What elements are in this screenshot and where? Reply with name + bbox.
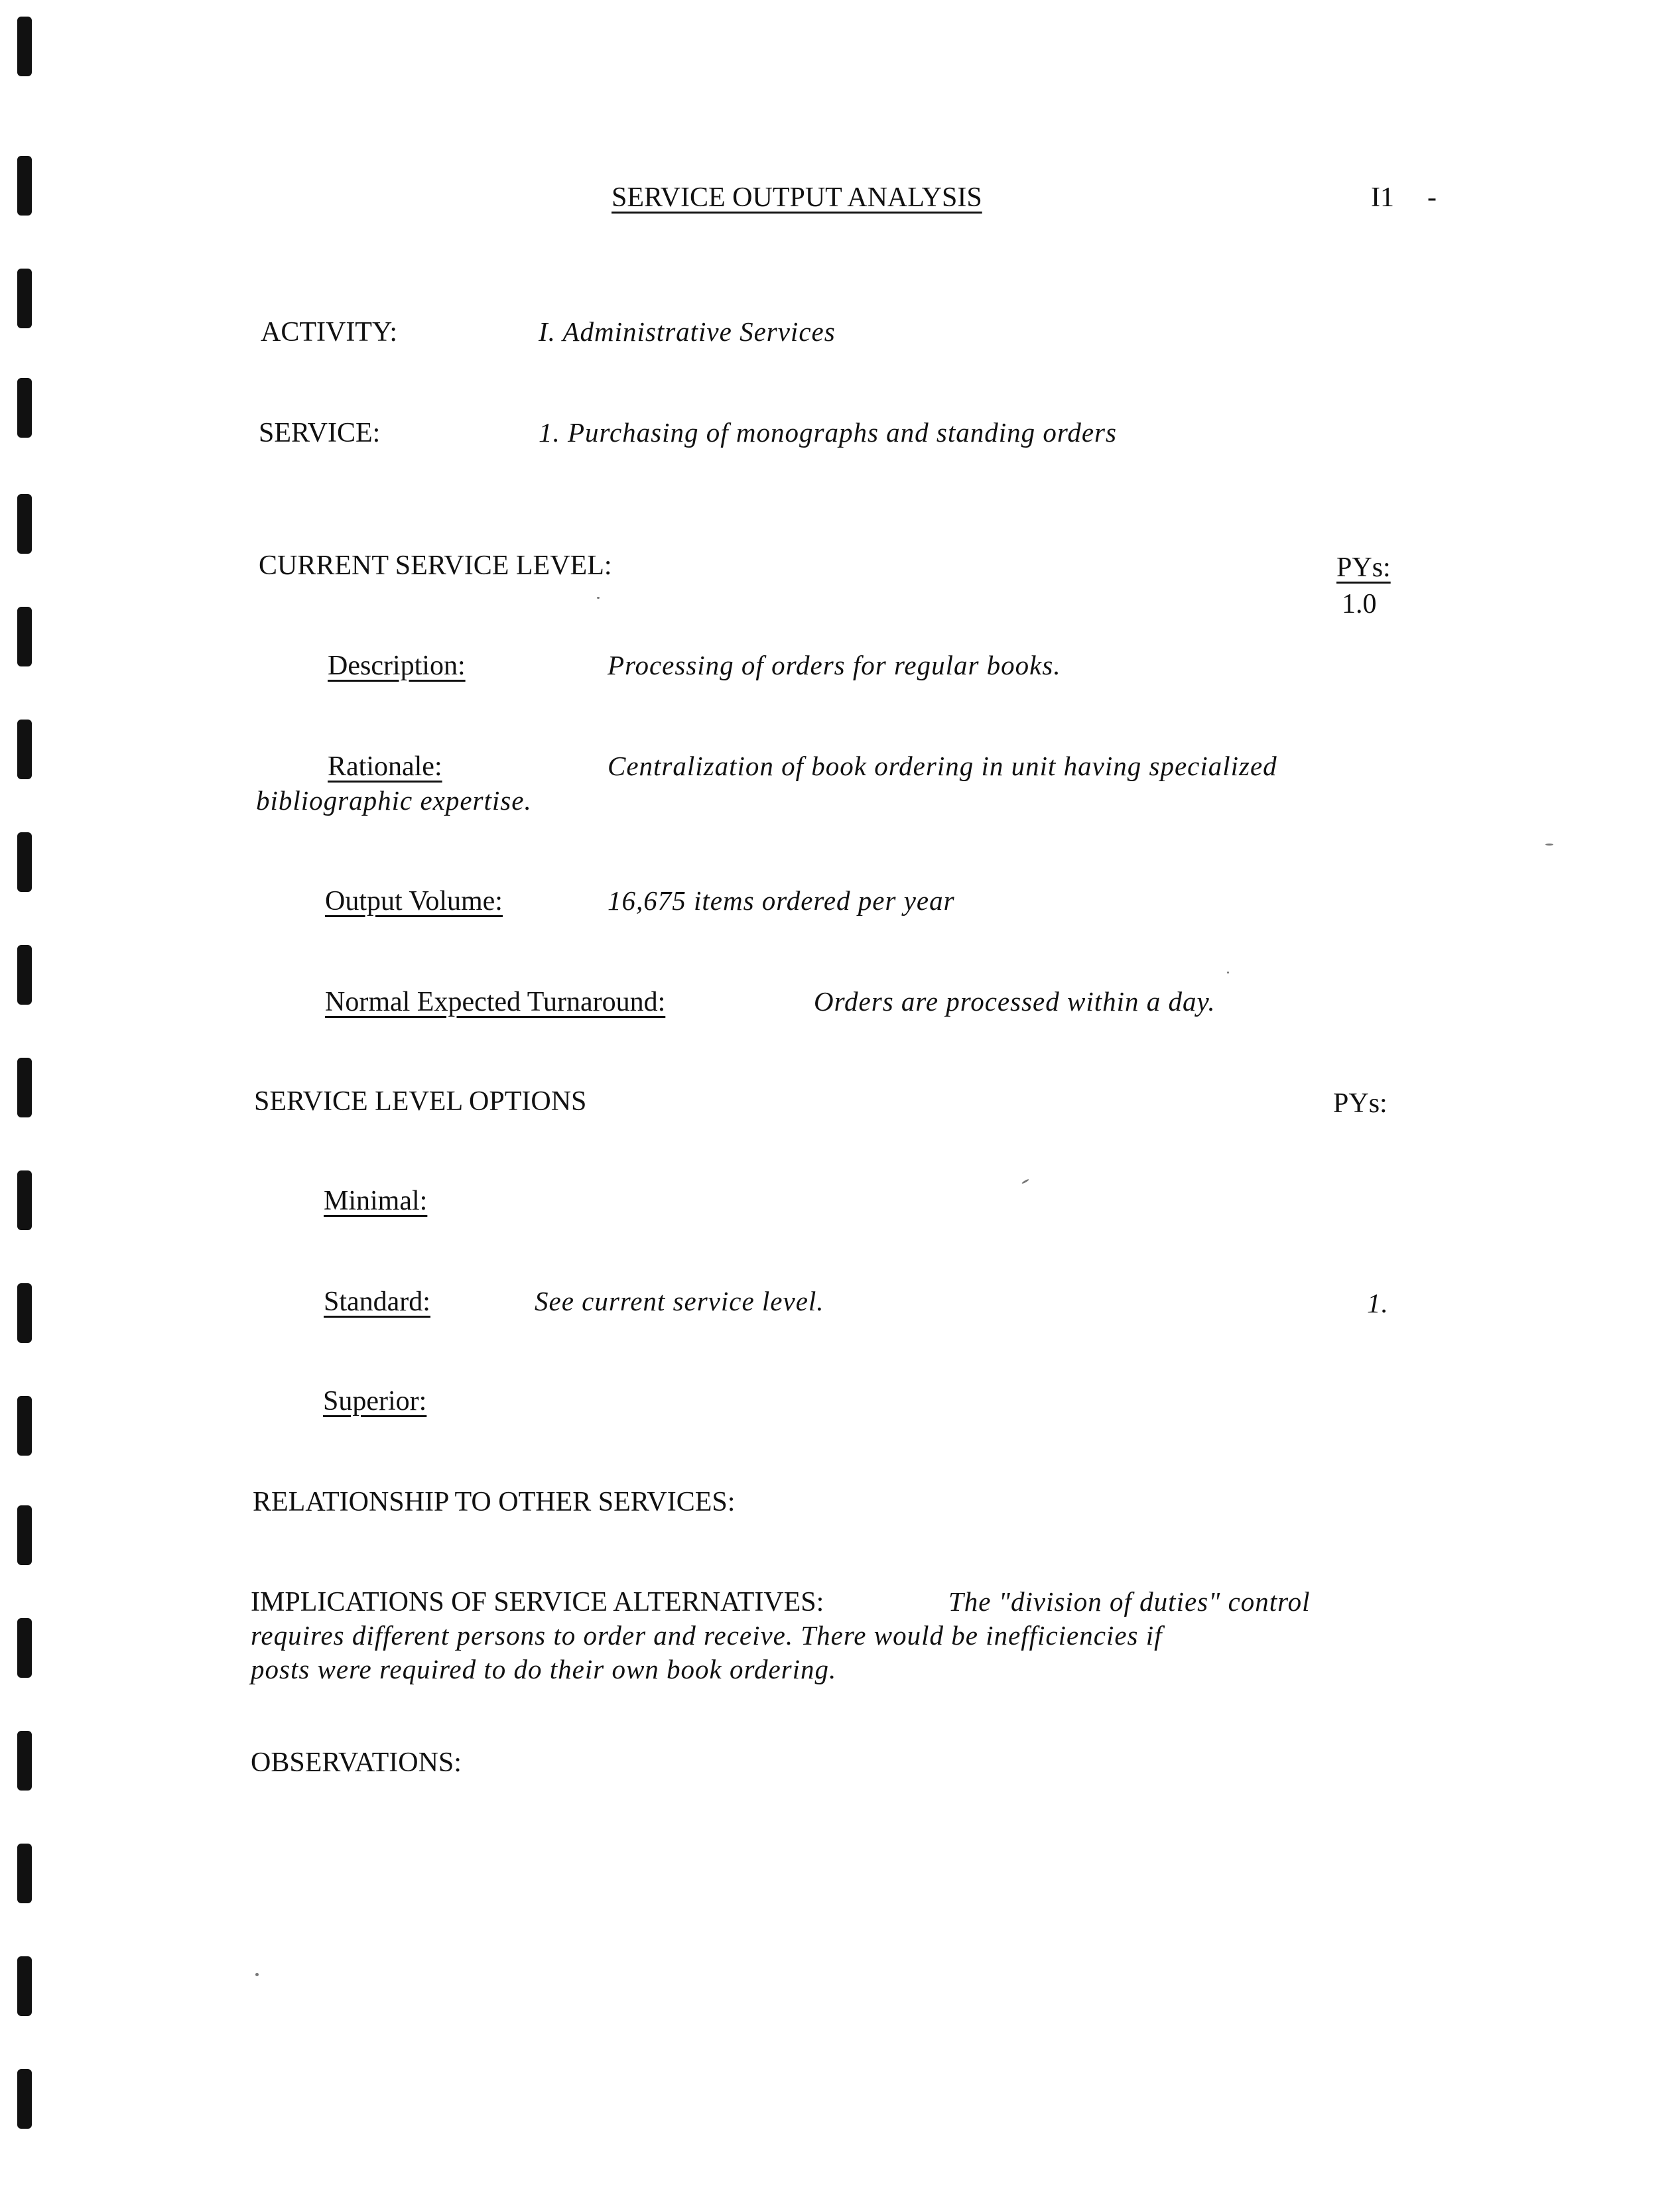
- service-level-options-heading: SERVICE LEVEL OPTIONS: [254, 1086, 587, 1117]
- relationship-heading: RELATIONSHIP TO OTHER SERVICES:: [253, 1487, 736, 1517]
- binding-hole: [17, 17, 32, 76]
- rationale-value-line2: bibliographic expertise.: [256, 785, 532, 816]
- scan-speck: [1227, 972, 1229, 974]
- minimal-label: Minimal:: [324, 1186, 428, 1216]
- superior-label: Superior:: [323, 1386, 427, 1417]
- binding-hole: [17, 1170, 32, 1230]
- output-volume-label: Output Volume:: [325, 886, 503, 916]
- binding-hole: [17, 832, 32, 892]
- binding-hole: [17, 720, 32, 779]
- binding-hole: [17, 1844, 32, 1903]
- description-label: Description:: [328, 651, 466, 681]
- current-pys-value: 1.0: [1342, 589, 1377, 619]
- binding-hole: [17, 945, 32, 1005]
- binding-hole: [17, 1956, 32, 2016]
- options-pys-label: PYs:: [1333, 1088, 1388, 1119]
- implications-text-line3: posts were required to do their own book ordering.: [251, 1654, 837, 1684]
- scan-speck: [1545, 844, 1553, 846]
- binding-hole: [17, 1731, 32, 1791]
- scan-speck: [255, 1973, 259, 1976]
- page-code: I1: [1371, 182, 1394, 213]
- binding-hole: [17, 269, 32, 328]
- binding-hole: [17, 494, 32, 554]
- activity-label: ACTIVITY:: [261, 317, 398, 347]
- current-service-level-heading: CURRENT SERVICE LEVEL:: [259, 550, 612, 581]
- binding-hole: [17, 378, 32, 438]
- standard-value: See current service level.: [535, 1286, 824, 1316]
- turnaround-value: Orders are processed within a day.: [814, 986, 1216, 1017]
- implications-heading: IMPLICATIONS OF SERVICE ALTERNATIVES:: [251, 1587, 824, 1617]
- page-mark: -: [1427, 182, 1437, 213]
- activity-value: I. Administrative Services: [539, 316, 836, 347]
- observations-heading: OBSERVATIONS:: [251, 1747, 462, 1778]
- service-value: 1. Purchasing of monographs and standing orders: [539, 417, 1117, 448]
- document-title: SERVICE OUTPUT ANALYSIS: [612, 182, 982, 213]
- current-pys-label: PYs:: [1336, 552, 1391, 583]
- binding-strip: [17, 0, 37, 2205]
- service-label: SERVICE:: [259, 418, 381, 448]
- standard-label: Standard:: [324, 1287, 430, 1317]
- output-volume-value: 16,675 items ordered per year: [608, 885, 955, 916]
- rationale-value-line1: Centralization of book ordering in unit having specialized: [608, 751, 1277, 781]
- binding-hole: [17, 1396, 32, 1456]
- turnaround-label: Normal Expected Turnaround:: [325, 987, 666, 1017]
- binding-hole: [17, 607, 32, 666]
- binding-hole: [17, 156, 32, 216]
- implications-text-line2: requires different persons to order and receive. There would be inefficiencies if: [251, 1620, 1163, 1651]
- binding-hole: [17, 1505, 32, 1565]
- binding-hole: [17, 2069, 32, 2129]
- binding-hole: [17, 1058, 32, 1117]
- rationale-label: Rationale:: [328, 751, 442, 782]
- scan-speck: [597, 597, 600, 599]
- binding-hole: [17, 1283, 32, 1343]
- scan-speck: [1021, 1178, 1029, 1184]
- standard-pys: 1.: [1367, 1288, 1389, 1318]
- binding-hole: [17, 1618, 32, 1678]
- implications-text-line1: The "division of duties" control: [948, 1586, 1311, 1617]
- description-value: Processing of orders for regular books.: [608, 650, 1061, 680]
